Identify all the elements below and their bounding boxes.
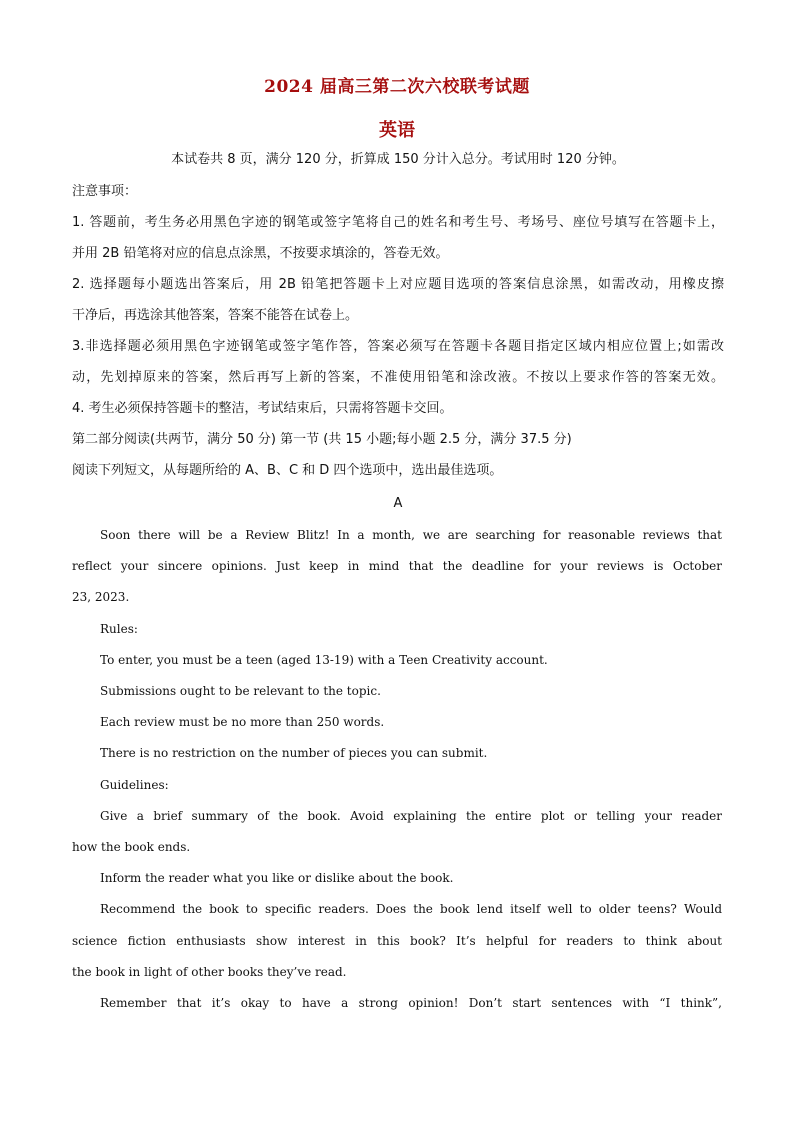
passage-p1-line-3: 23, 2023. (72, 590, 130, 604)
guideline-1-line-2: how the book ends. (72, 840, 191, 854)
exam-intro: 本试卷共 8 页，满分 120 分，折算成 150 分计入总分。考试用时 120 分钟。 (171, 152, 625, 167)
subject-title: 英语 (379, 120, 415, 141)
exam-title: 2024 届高三第二次六校联考试题 (264, 77, 530, 97)
guideline-3-line-3: the book in light of other books they’ve read. (72, 965, 347, 979)
guideline-3-line-1: Recommend the book to specific readers. Does the book lend itself well to older teens? Would (100, 902, 722, 916)
rule-1: To enter, you must be a teen (aged 13-19) with a Teen Creativity account. (100, 653, 548, 667)
section-title: 第二部分阅读(共两节，满分 50 分) 第一节 (共 15 小题;每小题 2.5 分，满分 37.5 分) (72, 432, 572, 447)
rule-4: There is no restriction on the number of pieces you can submit. (100, 746, 488, 760)
notice-item-2-line-2: 干净后，再选涂其他答案，答案不能答在试卷上。 (72, 308, 359, 323)
section-instruction: 阅读下列短文，从每题所给的 A、B、C 和 D 四个选项中，选出最佳选项。 (72, 463, 503, 478)
rule-2: Submissions ought to be relevant to the topic. (100, 684, 381, 698)
passage-p1-line-1: Soon there will be a Review Blitz! In a month, we are searching for reasonable reviews that (100, 528, 722, 542)
guideline-2: Inform the reader what you like or dislike about the book. (100, 871, 454, 885)
guidelines-heading: Guidelines: (100, 778, 169, 792)
guideline-3-line-2: science fiction enthusiasts show interest in this book? It’s helpful for readers to think about (72, 934, 722, 948)
notice-item-4: 4. 考生必须保持答题卡的整洁，考试结束后，只需将答题卡交回。 (72, 401, 453, 416)
notice-item-1-line-1: 1. 答题前，考生务必用黑色字迹的钢笔或签字笔将自己的姓名和考生号、考场号、座位号填写在答题卡上， (72, 215, 724, 230)
notice-heading: 注意事项： (72, 184, 138, 199)
passage-letter: A (393, 496, 403, 511)
notice-item-3-line-1: 3.非选择题必须用黑色字迹钢笔或签字笔作答，答案必须写在答题卡各题目指定区域内相应位置上;如需改 (72, 339, 724, 354)
guideline-1-line-1: Give a brief summary of the book. Avoid explaining the entire plot or telling your reader (100, 809, 722, 823)
notice-item-3-line-2: 动，先划掉原来的答案，然后再写上新的答案，不准使用铅笔和涂改液。不按以上要求作答的答案无效。 (72, 370, 724, 385)
passage-p1-line-2: reflect your sincere opinions. Just keep in mind that the deadline for your reviews is October (72, 559, 722, 573)
notice-item-2-line-1: 2. 选择题每小题选出答案后，用 2B 铅笔把答题卡上对应题目选项的答案信息涂黑，如需改动，用橡皮擦 (72, 277, 724, 292)
guideline-4-line-1: Remember that it’s okay to have a strong opinion! Don’t start sentences with “I think”, (100, 996, 722, 1010)
rules-heading: Rules: (100, 622, 138, 636)
rule-3: Each review must be no more than 250 words. (100, 715, 385, 729)
notice-item-1-line-2: 并用 2B 铅笔将对应的信息点涂黑，不按要求填涂的，答卷无效。 (72, 246, 449, 261)
